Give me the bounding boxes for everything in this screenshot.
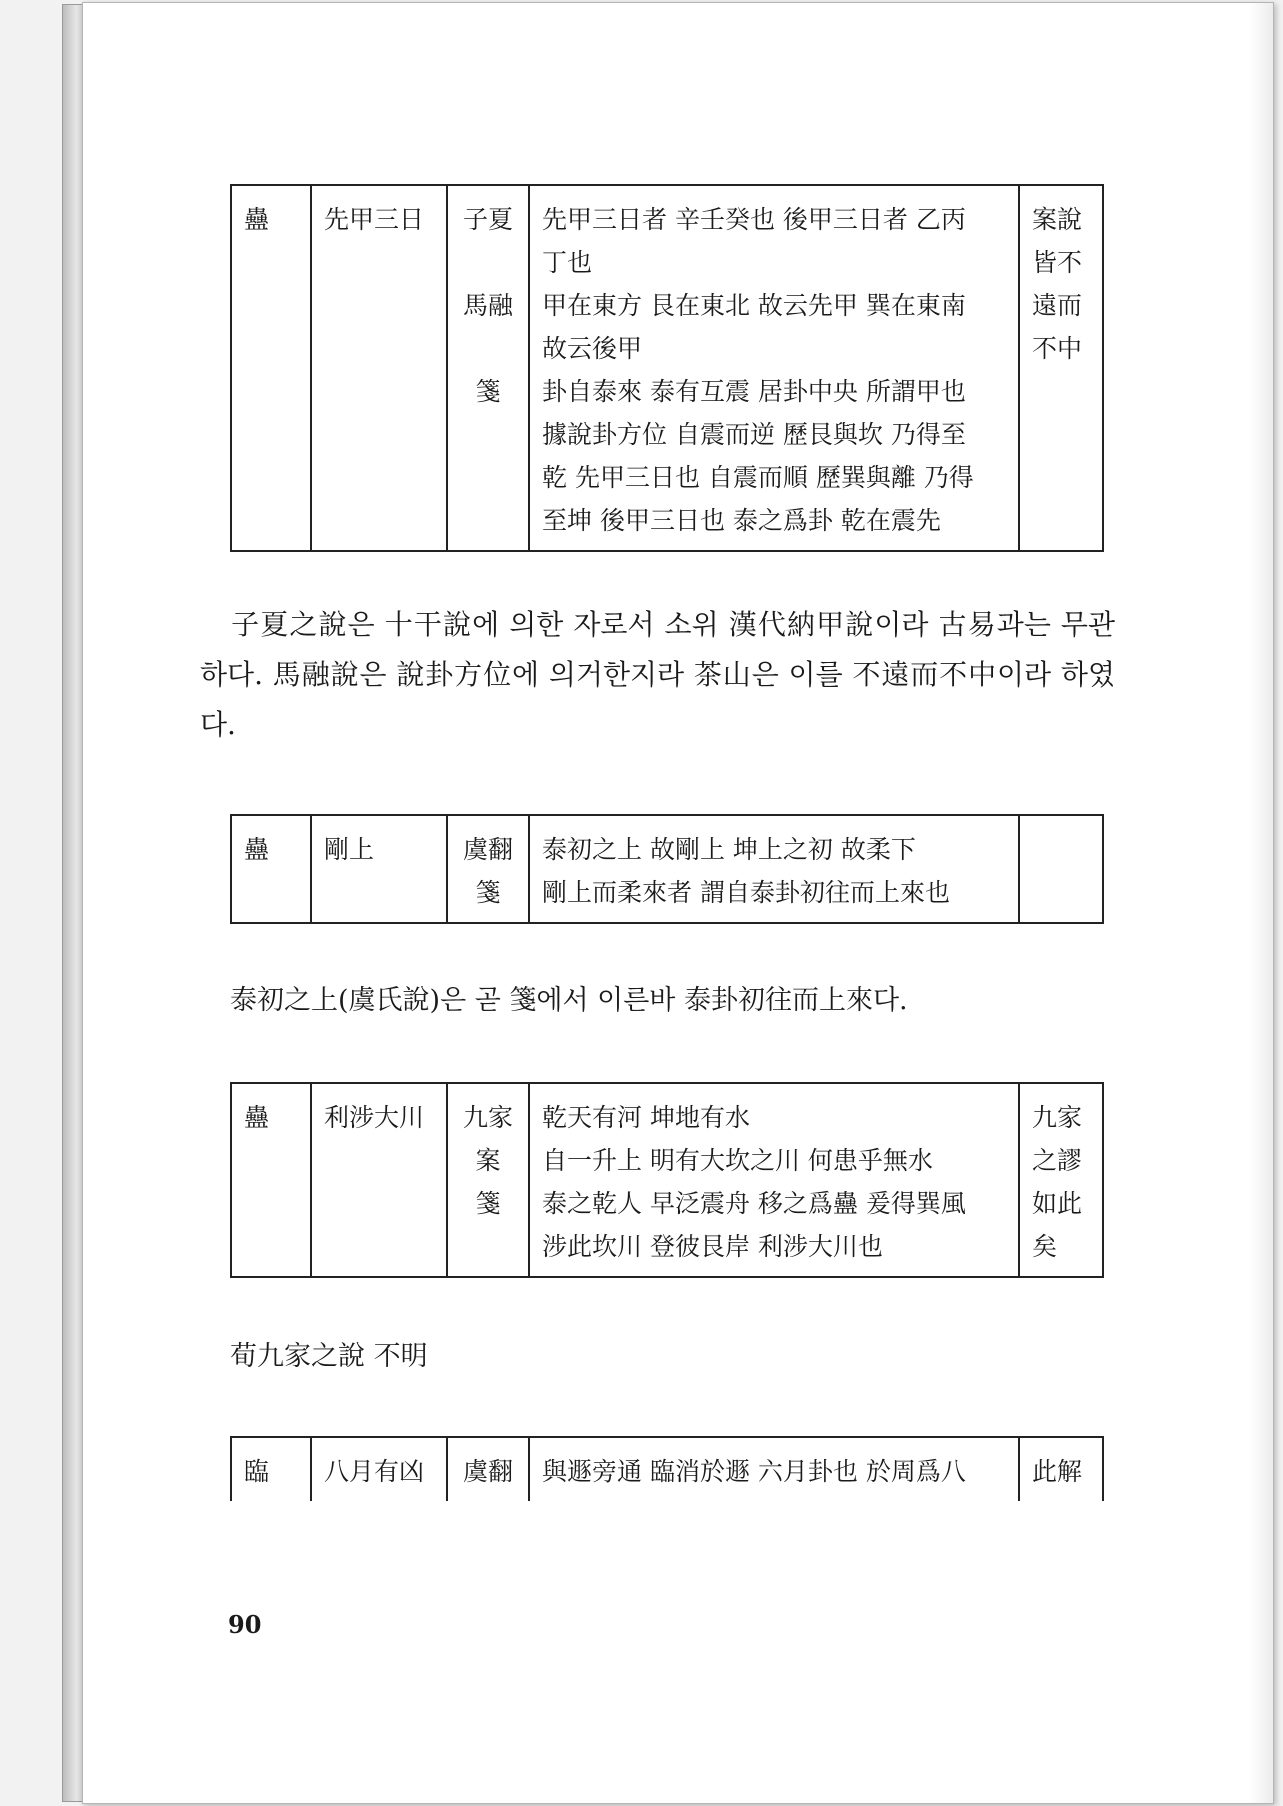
- paragraph-text: 子夏之說은 十干說에 의한 자로서 소위 漢代納甲說이라 古易과는 무관하다. 馬融說은 說卦方位에 의거한지라 茶山은 이를 不遠而不中이라 하였다.: [200, 608, 1115, 741]
- phrase-cell: 利涉大川: [311, 1083, 447, 1277]
- text-cell: [529, 1083, 1019, 1277]
- text-line: 自一升上 明有大坎之川 何患乎無水: [542, 1146, 933, 1175]
- remark-cell: [1019, 185, 1103, 551]
- phrase-cell: 八月有凶: [311, 1437, 447, 1501]
- page-number: 90: [228, 1610, 262, 1639]
- text-line: 涉此坎川 登彼艮岸 利涉大川也: [542, 1232, 883, 1261]
- source-cell: [447, 185, 529, 551]
- source-line: 虞翻: [462, 1457, 513, 1486]
- source-cell: [447, 1437, 529, 1501]
- commentary-table-4: [230, 1436, 1104, 1501]
- source-cell: [447, 1083, 529, 1277]
- source-cell: [447, 815, 529, 923]
- remark-line: 案說: [1032, 205, 1083, 234]
- remark-line: 九家: [1032, 1103, 1083, 1132]
- source-line: 九家: [462, 1103, 513, 1132]
- remark-line: 此解: [1032, 1457, 1083, 1486]
- source-line: 箋: [475, 377, 501, 406]
- hexagram-cell: 蠱: [231, 185, 311, 551]
- remark-cell: [1019, 1083, 1103, 1277]
- text-line: 故云後甲: [542, 334, 643, 363]
- commentary-table-2: [230, 814, 1104, 924]
- text-line: 至坤 後甲三日也 泰之爲卦 乾在震先: [542, 506, 941, 535]
- remark-line: 皆不: [1032, 248, 1083, 277]
- text-line: 甲在東方 艮在東北 故云先甲 巽在東南: [542, 291, 966, 320]
- table-row: [231, 1083, 1103, 1277]
- text-line: 先甲三日者 辛壬癸也 後甲三日者 乙丙: [542, 205, 966, 234]
- text-line: 丁也: [542, 248, 593, 277]
- hexagram-cell: 蠱: [231, 1083, 311, 1277]
- remark-cell-empty: [1019, 815, 1103, 923]
- phrase-cell: 剛上: [311, 815, 447, 923]
- commentary-paragraph-2: 泰初之上(虞氏說)은 곧 箋에서 이른바 泰卦初往而上來다.: [230, 985, 908, 1016]
- table-row: [231, 185, 1103, 551]
- phrase-cell: 先甲三日: [311, 185, 447, 551]
- hexagram-cell: 蠱: [231, 815, 311, 923]
- text-line: 乾 先甲三日也 自震而順 歷巽與離 乃得: [542, 463, 974, 492]
- remark-line: 之謬: [1032, 1146, 1083, 1175]
- text-cell: [529, 185, 1019, 551]
- source-line: 案: [475, 1146, 501, 1175]
- commentary-paragraph-3: 荀九家之說 不明: [230, 1341, 428, 1372]
- text-line: 卦自泰來 泰有互震 居卦中央 所謂甲也: [542, 377, 966, 406]
- source-line: 子夏: [462, 205, 513, 234]
- remark-line: 如此: [1032, 1189, 1083, 1218]
- source-blank: [460, 241, 516, 284]
- table-row: [231, 1437, 1103, 1501]
- commentary-table-3: [230, 1082, 1104, 1278]
- remark-cell: [1019, 1437, 1103, 1501]
- page-right-edge: [1249, 3, 1273, 1803]
- text-line: 與遯旁通 臨消於遯 六月卦也 於周爲八: [542, 1457, 966, 1486]
- text-cell: [529, 1437, 1019, 1501]
- source-line: 箋: [475, 1189, 501, 1218]
- text-line: 泰之乾人 早泛震舟 移之爲蠱 爰得巽風: [542, 1189, 966, 1218]
- text-cell: [529, 815, 1019, 923]
- source-line: 馬融: [462, 291, 513, 320]
- text-line: 據說卦方位 自震而逆 歷艮與坎 乃得至: [542, 420, 966, 449]
- source-line: 箋: [475, 878, 501, 907]
- text-line: 泰初之上 故剛上 坤上之初 故柔下: [542, 835, 916, 864]
- hexagram-cell: 臨: [231, 1437, 311, 1501]
- text-line: 剛上而柔來者 謂自泰卦初往而上來也: [542, 878, 950, 907]
- source-line: 虞翻: [462, 835, 513, 864]
- remark-line: 矣: [1032, 1232, 1058, 1261]
- remark-line: 遠而: [1032, 291, 1083, 320]
- remark-line: 不中: [1032, 334, 1083, 363]
- text-line: 乾天有河 坤地有水: [542, 1103, 750, 1132]
- commentary-table-1: [230, 184, 1104, 552]
- source-blank: [460, 327, 516, 370]
- table-row: [231, 815, 1103, 923]
- commentary-paragraph-1: [200, 600, 1115, 750]
